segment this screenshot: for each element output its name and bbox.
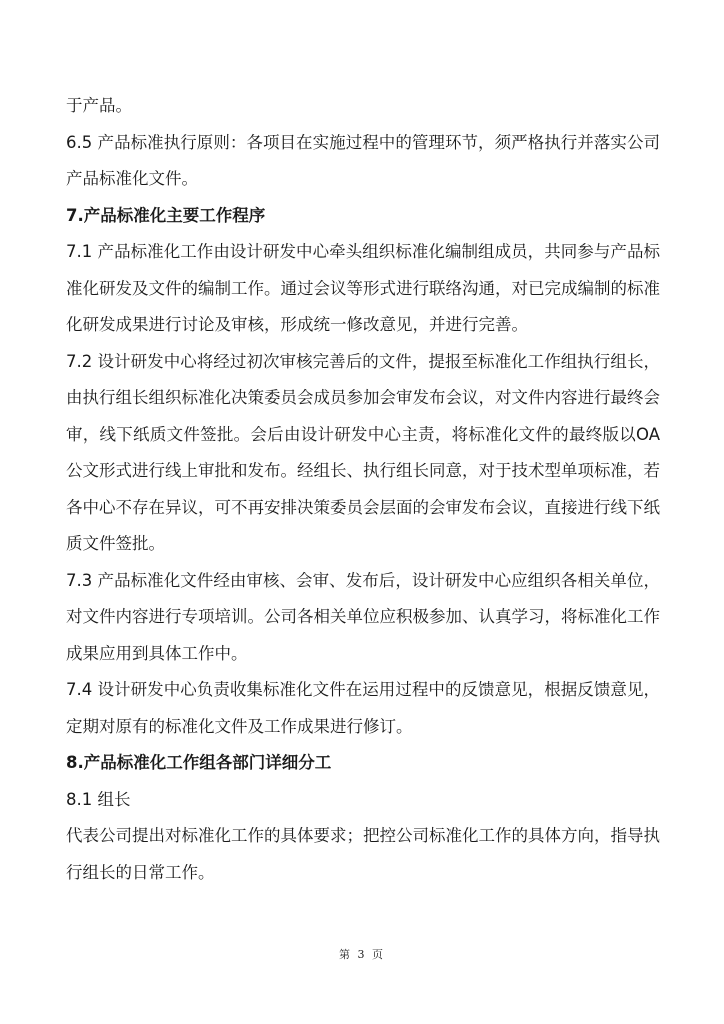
page-number: 第 3 页 (339, 948, 385, 961)
paragraph-7-4: 7.4 设计研发中心负责收集标准化文件在运用过程中的反馈意见，根据反馈意见，定期对原有的标准化文件及工作成果进行修订。 (66, 680, 660, 736)
paragraph-7-1: 7.1 产品标准化工作由设计研发中心牵头组织标准化编制组成员，共同参与产品标准化研发及文件的编制工作。通过会议等形式进行联络沟通，对已完成编制的标准化研发成果进行讨论及审核，形成统一修改意见，并进行完善。 (66, 242, 660, 334)
paragraph-8-1-body: 代表公司提出对标准化工作的具体要求；把控公司标准化工作的具体方向，指导执行组长的日常工作。 (66, 826, 660, 882)
paragraph-7-2: 7.2 设计研发中心将经过初次审核完善后的文件，提报至标准化工作组执行组长，由执行组长组织标准化决策委员会成员参加会审发布会议，对文件内容进行最终会审，线下纸质文件签批。会后由设计研发中心主责，将标准化文件的最终版以OA 公文形式进行线上审批和发布。经组长、执行组长同意，对于技术型单项标准，若各中心不存在异议，可不再安排决策委员会层面的会审发布会议，直接进行线下纸质文件签批。 (66, 351, 660, 553)
paragraph-7-3: 7.3 产品标准化文件经由审核、会审、发布后，设计研发中心应组织各相关单位，对文件内容进行专项培训。公司各相关单位应积极参加、认真学习，将标准化工作成果应用到具体工作中。 (66, 570, 660, 663)
paragraph-6-4-tail: 于产品。 (66, 96, 132, 115)
paragraph-8-1-title: 8.1 组长 (66, 789, 131, 809)
section-heading-8: 8.产品标准化工作组各部门详细分工 (66, 753, 332, 772)
paragraph-6-5: 6.5 产品标准执行原则：各项目在实施过程中的管理环节，须严格执行并落实公司产品标准化文件。 (66, 132, 660, 188)
document-page (66, 88, 660, 891)
section-heading-7: 7.产品标准化主要工作程序 (66, 205, 266, 225)
